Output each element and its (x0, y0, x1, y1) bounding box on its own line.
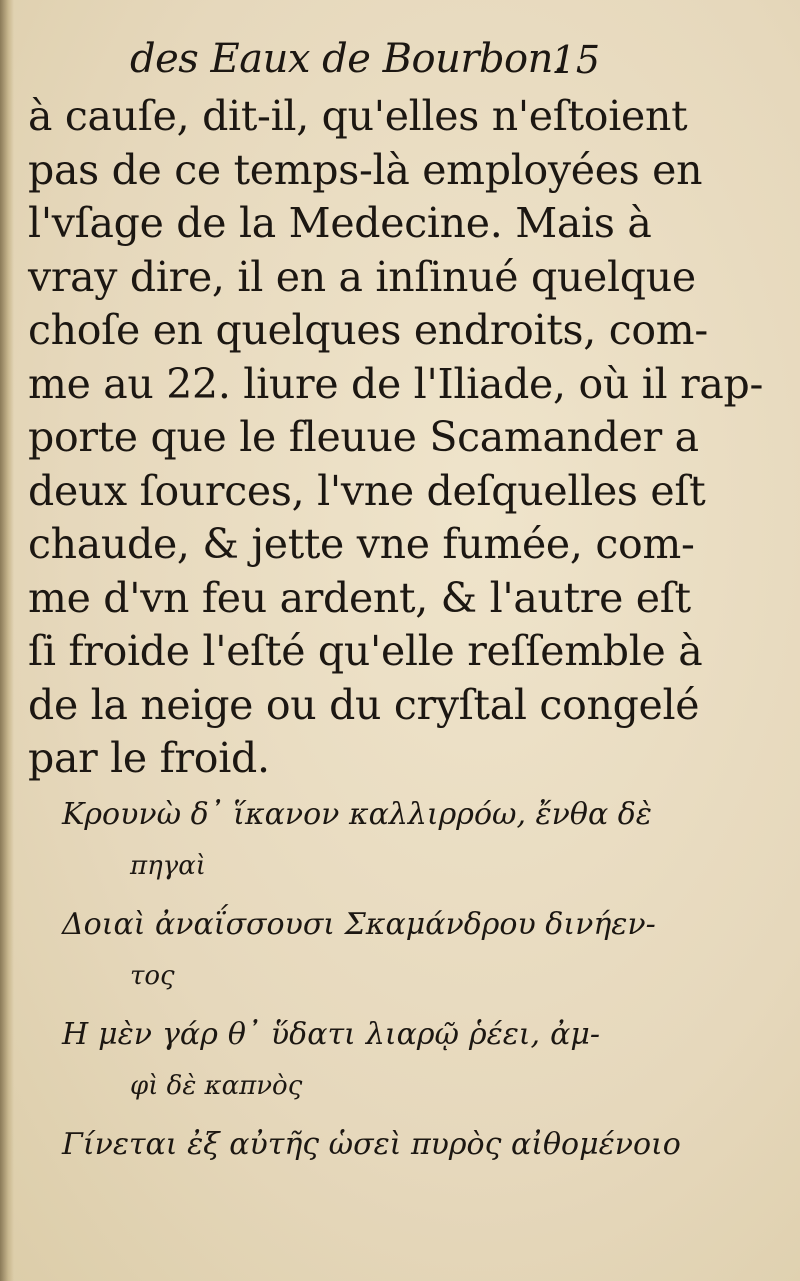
running-head: des Eaux de Bourbon. (130, 36, 566, 82)
text-line: porte que le fleuue Scamander a (28, 413, 699, 461)
text-line: par le froid. (28, 734, 270, 782)
text-line: à cauſe, dit-il, qu'elles n'eſtoient (28, 92, 688, 140)
page-gutter (0, 0, 14, 1281)
text-line: me au 22. liure de l'Iliade, où il rap- (28, 359, 764, 408)
body-paragraph (28, 90, 764, 786)
text-line: vray dire, il en a inſinué quelque (28, 252, 696, 301)
greek-line-continuation: τος (130, 961, 175, 991)
text-line: chaude, & jette vne fumée, com- (28, 520, 695, 568)
greek-line: Δοιαὶ ἀναΐσσουσι Σκαμάνδρου δινήεν- (62, 907, 656, 942)
greek-line: Η μὲν γάρ θ᾽ ὕδατι λιαρῷ ῥέει, ἀμ- (62, 1017, 600, 1052)
text-line: de la neige ou du cryſtal congelé (28, 680, 700, 729)
greek-quotation (62, 785, 681, 1175)
page-number: 15 (551, 38, 600, 82)
text-line: choſe en quelques endroits, com- (28, 306, 708, 354)
greek-line: Γίνεται ἐξ αὐτῆς ὡσεὶ πυρὸς αἰθομένοιο (62, 1127, 681, 1162)
text-line: deux ſources, l'vne deſquelles eſt (28, 466, 706, 515)
text-line: pas de ce temps-là employées en (28, 145, 703, 194)
greek-line-continuation: πηγαὶ (130, 851, 206, 881)
greek-line-continuation: φὶ δὲ καπνὸς (130, 1071, 303, 1101)
page-header (130, 30, 600, 90)
text-line: me d'vn feu ardent, & l'autre eſt (28, 573, 691, 622)
greek-line: Κρουνὼ δ᾽ ἵκανον καλλιρρόω, ἔνθα δὲ (62, 797, 652, 832)
text-line: ſi froide l'eſté qu'elle reſſemble à (28, 627, 703, 675)
text-line: l'vſage de la Medecine. Mais à (28, 199, 652, 247)
